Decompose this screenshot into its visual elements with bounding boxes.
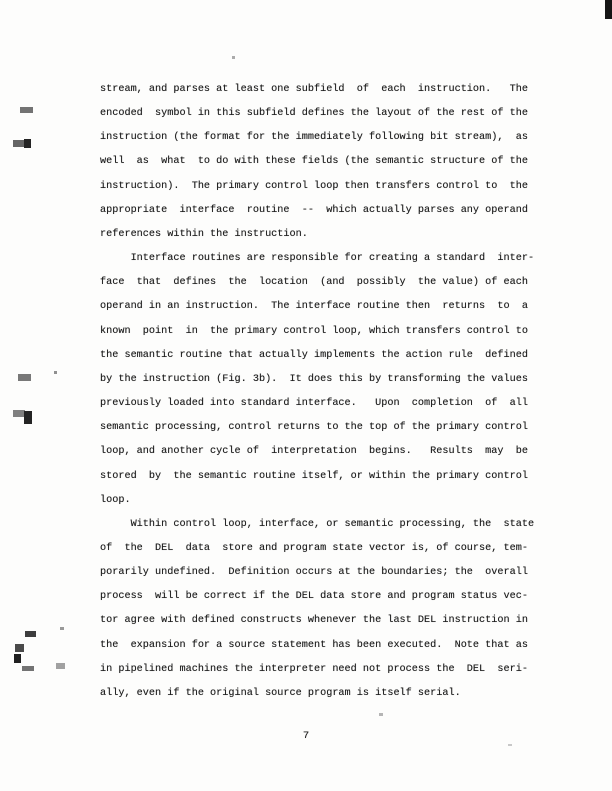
text-line: loop. [100, 494, 131, 506]
text-line: operand in an instruction. The interface routine then returns to a [100, 301, 528, 313]
text-line: encoded symbol in this subfield defines the layout of the rest of the [100, 108, 528, 120]
text-line: well as what to do with these fields (the semantic structure of the [100, 156, 528, 168]
text-line: instruction). The primary control loop then transfers control to the [100, 180, 528, 192]
text-line: instruction (the format for the immediately following bit stream), as [100, 132, 528, 144]
scan-artifact [20, 107, 33, 113]
text-line: the expansion for a source statement has been executed. Note that as [100, 639, 528, 651]
scan-artifact [232, 56, 235, 59]
text-line: by the instruction (Fig. 3b). It does this by transforming the values [100, 373, 528, 385]
scan-artifact [56, 663, 65, 669]
text-line: Within control loop, interface, or semantic processing, the state [100, 518, 535, 530]
scan-artifact [379, 713, 383, 716]
text-line: stored by the semantic routine itself, or within the primary control [100, 470, 528, 482]
text-line: Interface routines are responsible for creating a standard inter- [100, 253, 535, 265]
scan-artifact [24, 139, 31, 148]
text-line: of the DEL data store and program state vector is, of course, tem- [100, 542, 528, 554]
text-line: appropriate interface routine -- which actually parses any operand [100, 204, 528, 216]
scan-artifact [24, 411, 32, 424]
text-line: porarily undefined. Definition occurs at the boundaries; the overall [100, 567, 528, 579]
text-line: known point in the primary control loop, which transfers control to [100, 325, 528, 337]
text-line: semantic processing, control returns to the top of the primary control [100, 422, 528, 434]
text-line: tor agree with defined constructs whenever the last DEL instruction in [100, 615, 528, 627]
scan-artifact [15, 644, 24, 652]
document-text [100, 78, 534, 706]
page-number: 7 [302, 730, 310, 742]
scan-artifact [14, 654, 21, 663]
text-line: process will be correct if the DEL data store and program status vec- [100, 591, 528, 603]
scan-artifact [22, 666, 34, 671]
text-line: stream, and parses at least one subfield of each instruction. The [100, 84, 528, 95]
scan-artifact [60, 627, 64, 630]
text-line: loop, and another cycle of interpretation begins. Results may be [100, 446, 528, 458]
scan-artifact [54, 371, 57, 374]
text-line: in pipelined machines the interpreter need not process the DEL seri- [100, 663, 528, 675]
text-line: the semantic routine that actually implements the action rule defined [100, 349, 528, 361]
scan-artifact [605, 0, 612, 19]
scan-artifact [18, 374, 31, 381]
text-line: ally, even if the original source program is itself serial. [100, 687, 461, 699]
text-line: references within the instruction. [100, 228, 308, 240]
scan-artifact [25, 631, 36, 637]
text-line: face that defines the location (and possibly the value) of each [100, 277, 528, 289]
text-line: previously loaded into standard interface. Upon completion of all [100, 398, 528, 410]
